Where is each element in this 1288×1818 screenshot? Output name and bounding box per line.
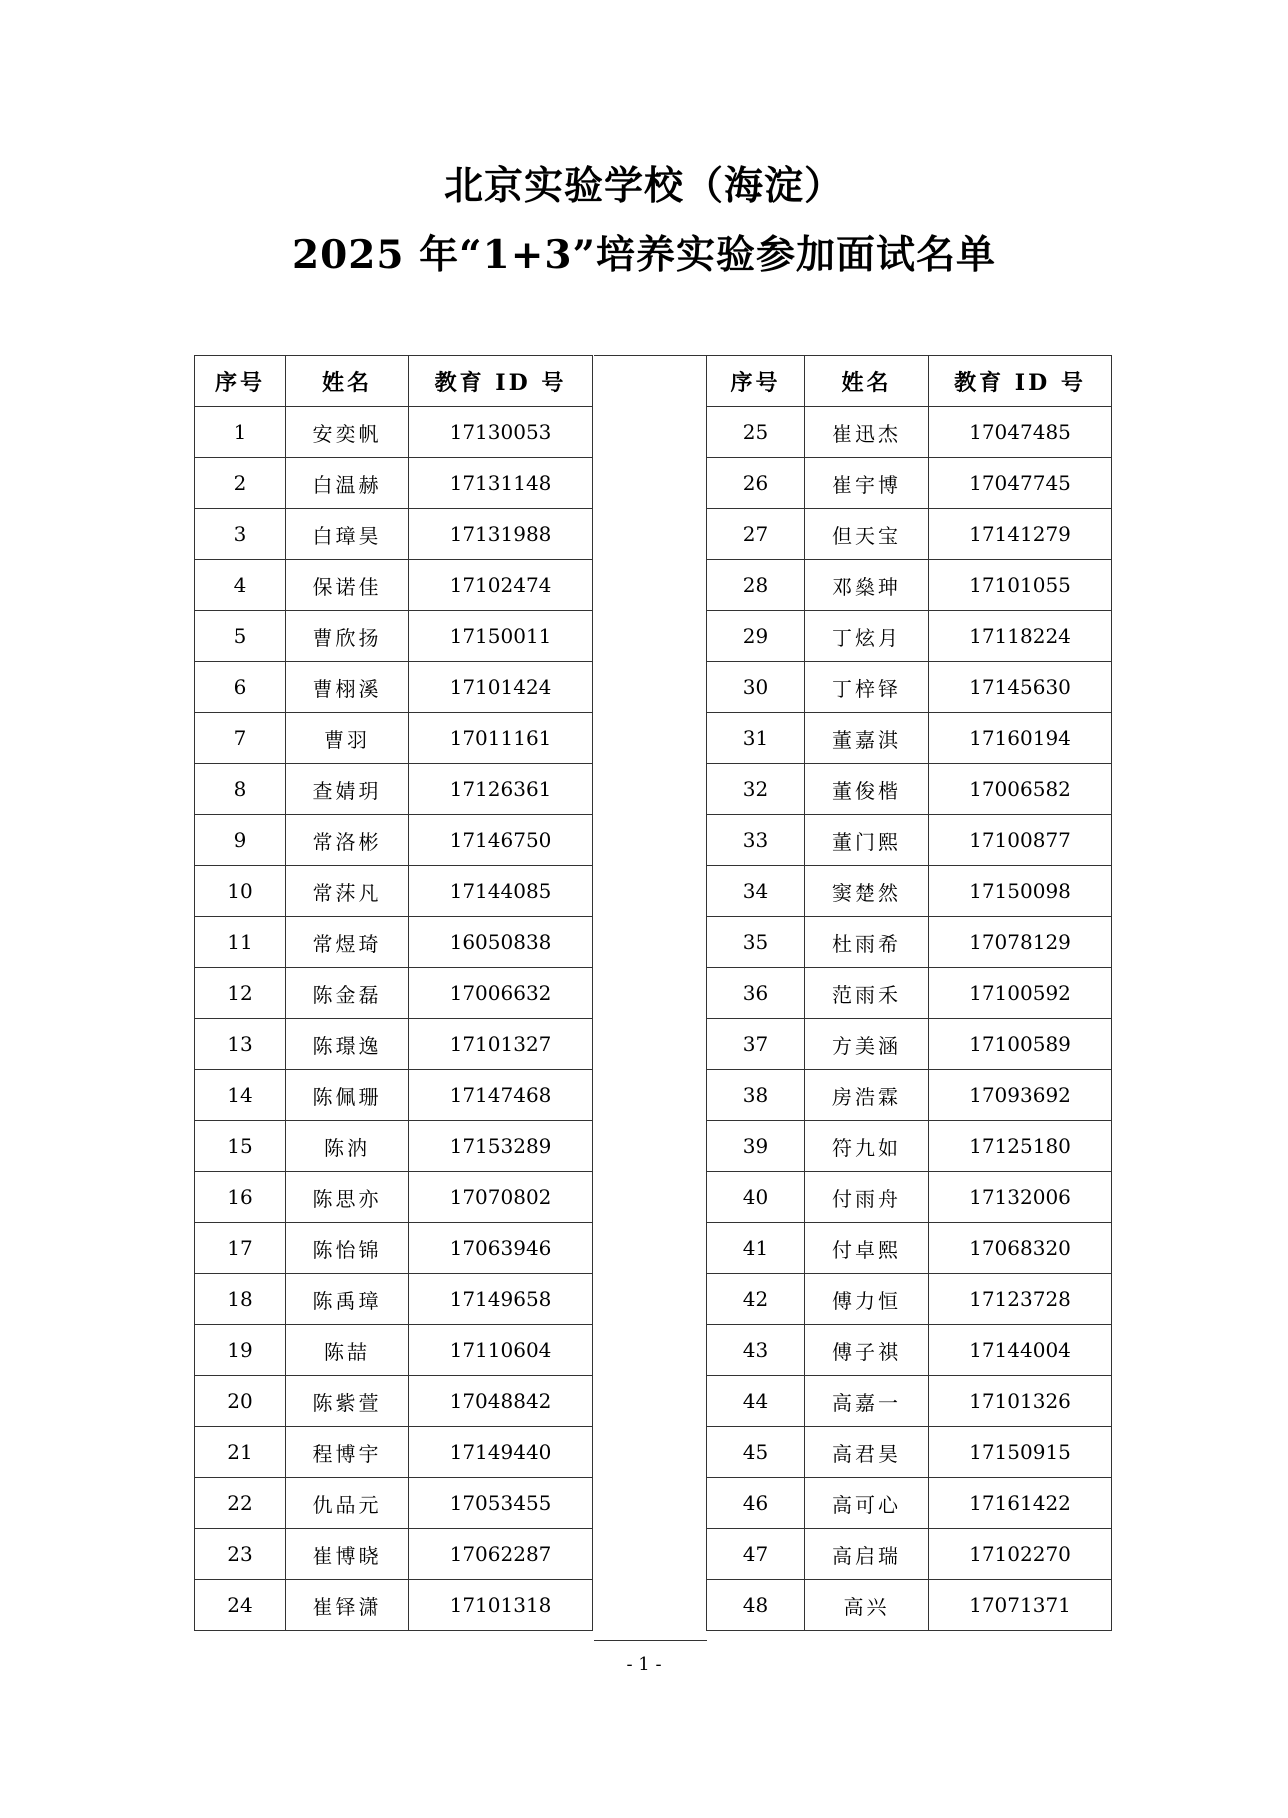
cell-edu-id: 17101318 bbox=[409, 1580, 593, 1631]
cell-edu-id: 17071371 bbox=[929, 1580, 1112, 1631]
cell-seq: 38 bbox=[707, 1070, 805, 1121]
cell-name: 白璋昊 bbox=[286, 509, 409, 560]
cell-seq: 35 bbox=[707, 917, 805, 968]
cell-edu-id: 16050838 bbox=[409, 917, 593, 968]
page-title-school: 北京实验学校（海淀） bbox=[443, 163, 844, 209]
table-row bbox=[707, 611, 1112, 662]
cell-name: 陈思亦 bbox=[286, 1172, 409, 1223]
cell-edu-id: 17101327 bbox=[409, 1019, 593, 1070]
cell-name: 曹羽 bbox=[286, 713, 409, 764]
column-header-edu-id: 教育 ID 号 bbox=[929, 356, 1112, 407]
cell-edu-id: 17102270 bbox=[929, 1529, 1112, 1580]
cell-edu-id: 17147468 bbox=[409, 1070, 593, 1121]
cell-name: 方美涵 bbox=[805, 1019, 929, 1070]
cell-name: 陈紫萱 bbox=[286, 1376, 409, 1427]
table-row bbox=[707, 917, 1112, 968]
cell-seq: 10 bbox=[195, 866, 286, 917]
table-row bbox=[195, 1070, 593, 1121]
cell-name: 常洛彬 bbox=[286, 815, 409, 866]
cell-seq: 5 bbox=[195, 611, 286, 662]
table-row bbox=[195, 968, 593, 1019]
cell-name: 邓燊珅 bbox=[805, 560, 929, 611]
table-row bbox=[707, 560, 1112, 611]
table-row bbox=[707, 1274, 1112, 1325]
cell-name: 丁炫月 bbox=[805, 611, 929, 662]
cell-seq: 16 bbox=[195, 1172, 286, 1223]
cell-name: 陈怡锦 bbox=[286, 1223, 409, 1274]
column-header-name: 姓名 bbox=[805, 356, 929, 407]
cell-name: 陈璟逸 bbox=[286, 1019, 409, 1070]
page-number: - 1 - bbox=[626, 1654, 662, 1675]
cell-name: 安奕帆 bbox=[286, 407, 409, 458]
cell-seq: 33 bbox=[707, 815, 805, 866]
cell-seq: 37 bbox=[707, 1019, 805, 1070]
table-row bbox=[707, 968, 1112, 1019]
cell-name: 杜雨希 bbox=[805, 917, 929, 968]
cell-edu-id: 17118224 bbox=[929, 611, 1112, 662]
table-row bbox=[195, 1121, 593, 1172]
table-row bbox=[707, 1325, 1112, 1376]
table-row bbox=[707, 1427, 1112, 1478]
table-header-row bbox=[195, 356, 593, 407]
cell-seq: 36 bbox=[707, 968, 805, 1019]
cell-seq: 12 bbox=[195, 968, 286, 1019]
cell-edu-id: 17063946 bbox=[409, 1223, 593, 1274]
table-row bbox=[707, 764, 1112, 815]
cell-seq: 6 bbox=[195, 662, 286, 713]
table-row bbox=[707, 713, 1112, 764]
cell-seq: 9 bbox=[195, 815, 286, 866]
column-header-seq: 序号 bbox=[707, 356, 805, 407]
cell-edu-id: 17149440 bbox=[409, 1427, 593, 1478]
table-row bbox=[707, 1121, 1112, 1172]
table-row bbox=[707, 1376, 1112, 1427]
cell-name: 崔宇博 bbox=[805, 458, 929, 509]
cell-edu-id: 17006582 bbox=[929, 764, 1112, 815]
cell-name: 傅子祺 bbox=[805, 1325, 929, 1376]
cell-name: 付卓熙 bbox=[805, 1223, 929, 1274]
cell-seq: 41 bbox=[707, 1223, 805, 1274]
cell-seq: 42 bbox=[707, 1274, 805, 1325]
table-row bbox=[707, 1019, 1112, 1070]
table-header-row bbox=[707, 356, 1112, 407]
cell-name: 崔迅杰 bbox=[805, 407, 929, 458]
cell-edu-id: 17150915 bbox=[929, 1427, 1112, 1478]
cell-edu-id: 17160194 bbox=[929, 713, 1112, 764]
cell-seq: 24 bbox=[195, 1580, 286, 1631]
cell-seq: 11 bbox=[195, 917, 286, 968]
table-row bbox=[195, 917, 593, 968]
cell-edu-id: 17144085 bbox=[409, 866, 593, 917]
cell-name: 傅力恒 bbox=[805, 1274, 929, 1325]
cell-edu-id: 17101424 bbox=[409, 662, 593, 713]
cell-edu-id: 17141279 bbox=[929, 509, 1112, 560]
cell-name: 陈喆 bbox=[286, 1325, 409, 1376]
table-row bbox=[195, 1580, 593, 1631]
cell-name: 丁梓铎 bbox=[805, 662, 929, 713]
table-row bbox=[195, 1223, 593, 1274]
cell-edu-id: 17101055 bbox=[929, 560, 1112, 611]
cell-seq: 8 bbox=[195, 764, 286, 815]
table-row bbox=[195, 560, 593, 611]
cell-name: 程博宇 bbox=[286, 1427, 409, 1478]
column-header-seq: 序号 bbox=[195, 356, 286, 407]
cell-edu-id: 17093692 bbox=[929, 1070, 1112, 1121]
cell-name: 付雨舟 bbox=[805, 1172, 929, 1223]
cell-seq: 4 bbox=[195, 560, 286, 611]
table-row bbox=[707, 1223, 1112, 1274]
cell-edu-id: 17153289 bbox=[409, 1121, 593, 1172]
table-row bbox=[707, 1580, 1112, 1631]
cell-name: 仇品元 bbox=[286, 1478, 409, 1529]
cell-seq: 40 bbox=[707, 1172, 805, 1223]
cell-name: 董俊楷 bbox=[805, 764, 929, 815]
table-row bbox=[195, 611, 593, 662]
cell-name: 高兴 bbox=[805, 1580, 929, 1631]
cell-seq: 28 bbox=[707, 560, 805, 611]
table-row bbox=[707, 1070, 1112, 1121]
table-row bbox=[195, 1019, 593, 1070]
cell-edu-id: 17132006 bbox=[929, 1172, 1112, 1223]
cell-name: 查婧玥 bbox=[286, 764, 409, 815]
cell-edu-id: 17150098 bbox=[929, 866, 1112, 917]
roster-table-left bbox=[194, 355, 593, 1631]
cell-edu-id: 17062287 bbox=[409, 1529, 593, 1580]
cell-seq: 20 bbox=[195, 1376, 286, 1427]
table-row bbox=[195, 1325, 593, 1376]
cell-seq: 1 bbox=[195, 407, 286, 458]
cell-edu-id: 17006632 bbox=[409, 968, 593, 1019]
table-row bbox=[195, 509, 593, 560]
cell-seq: 14 bbox=[195, 1070, 286, 1121]
cell-seq: 34 bbox=[707, 866, 805, 917]
column-header-name: 姓名 bbox=[286, 356, 409, 407]
cell-name: 高君昊 bbox=[805, 1427, 929, 1478]
cell-name: 崔铎潇 bbox=[286, 1580, 409, 1631]
cell-name: 保诺佳 bbox=[286, 560, 409, 611]
cell-edu-id: 17144004 bbox=[929, 1325, 1112, 1376]
table-row bbox=[195, 1274, 593, 1325]
table-row bbox=[195, 815, 593, 866]
cell-seq: 22 bbox=[195, 1478, 286, 1529]
cell-name: 高可心 bbox=[805, 1478, 929, 1529]
cell-edu-id: 17100589 bbox=[929, 1019, 1112, 1070]
cell-edu-id: 17101326 bbox=[929, 1376, 1112, 1427]
roster-body-left bbox=[195, 407, 593, 1631]
cell-name: 陈禹璋 bbox=[286, 1274, 409, 1325]
cell-seq: 39 bbox=[707, 1121, 805, 1172]
cell-name: 窦楚然 bbox=[805, 866, 929, 917]
table-row bbox=[195, 713, 593, 764]
cell-name: 陈佩珊 bbox=[286, 1070, 409, 1121]
cell-seq: 44 bbox=[707, 1376, 805, 1427]
cell-edu-id: 17110604 bbox=[409, 1325, 593, 1376]
cell-seq: 15 bbox=[195, 1121, 286, 1172]
cell-name: 白温赫 bbox=[286, 458, 409, 509]
table-row bbox=[707, 815, 1112, 866]
roster-body-right bbox=[707, 407, 1112, 1631]
cell-edu-id: 17131988 bbox=[409, 509, 593, 560]
table-row bbox=[195, 764, 593, 815]
table-row bbox=[195, 1376, 593, 1427]
table-row bbox=[195, 1427, 593, 1478]
cell-name: 符九如 bbox=[805, 1121, 929, 1172]
cell-seq: 47 bbox=[707, 1529, 805, 1580]
cell-seq: 13 bbox=[195, 1019, 286, 1070]
cell-seq: 19 bbox=[195, 1325, 286, 1376]
cell-edu-id: 17125180 bbox=[929, 1121, 1112, 1172]
table-row bbox=[707, 458, 1112, 509]
cell-edu-id: 17047745 bbox=[929, 458, 1112, 509]
table-row bbox=[707, 1529, 1112, 1580]
cell-seq: 31 bbox=[707, 713, 805, 764]
cell-name: 高启瑞 bbox=[805, 1529, 929, 1580]
cell-edu-id: 17146750 bbox=[409, 815, 593, 866]
cell-seq: 32 bbox=[707, 764, 805, 815]
cell-edu-id: 17068320 bbox=[929, 1223, 1112, 1274]
cell-edu-id: 17078129 bbox=[929, 917, 1112, 968]
table-row bbox=[707, 1478, 1112, 1529]
table-row bbox=[707, 662, 1112, 713]
cell-edu-id: 17149658 bbox=[409, 1274, 593, 1325]
cell-name: 陈汭 bbox=[286, 1121, 409, 1172]
cell-seq: 46 bbox=[707, 1478, 805, 1529]
cell-seq: 18 bbox=[195, 1274, 286, 1325]
roster-table-right bbox=[706, 355, 1112, 1631]
cell-edu-id: 17048842 bbox=[409, 1376, 593, 1427]
cell-edu-id: 17102474 bbox=[409, 560, 593, 611]
cell-name: 曹栩溪 bbox=[286, 662, 409, 713]
cell-seq: 7 bbox=[195, 713, 286, 764]
cell-seq: 43 bbox=[707, 1325, 805, 1376]
cell-seq: 3 bbox=[195, 509, 286, 560]
page-title-list: 2025 年“1+3”培养实验参加面试名单 bbox=[292, 232, 996, 278]
cell-name: 陈金磊 bbox=[286, 968, 409, 1019]
table-row bbox=[707, 866, 1112, 917]
cell-edu-id: 17131148 bbox=[409, 458, 593, 509]
table-row bbox=[195, 407, 593, 458]
cell-edu-id: 17161422 bbox=[929, 1478, 1112, 1529]
table-row bbox=[195, 662, 593, 713]
table-row bbox=[707, 1172, 1112, 1223]
cell-name: 房浩霖 bbox=[805, 1070, 929, 1121]
table-gutter bbox=[594, 355, 707, 1641]
cell-name: 常莯凡 bbox=[286, 866, 409, 917]
cell-edu-id: 17130053 bbox=[409, 407, 593, 458]
cell-name: 范雨禾 bbox=[805, 968, 929, 1019]
cell-edu-id: 17123728 bbox=[929, 1274, 1112, 1325]
cell-edu-id: 17126361 bbox=[409, 764, 593, 815]
cell-seq: 45 bbox=[707, 1427, 805, 1478]
column-header-edu-id: 教育 ID 号 bbox=[409, 356, 593, 407]
cell-seq: 30 bbox=[707, 662, 805, 713]
cell-edu-id: 17053455 bbox=[409, 1478, 593, 1529]
cell-edu-id: 17150011 bbox=[409, 611, 593, 662]
table-row bbox=[195, 1478, 593, 1529]
cell-edu-id: 17070802 bbox=[409, 1172, 593, 1223]
table-row bbox=[195, 1529, 593, 1580]
cell-name: 高嘉一 bbox=[805, 1376, 929, 1427]
table-row bbox=[195, 458, 593, 509]
cell-name: 崔博晓 bbox=[286, 1529, 409, 1580]
cell-seq: 25 bbox=[707, 407, 805, 458]
cell-name: 董门熙 bbox=[805, 815, 929, 866]
cell-edu-id: 17145630 bbox=[929, 662, 1112, 713]
table-row bbox=[195, 866, 593, 917]
table-row bbox=[707, 509, 1112, 560]
cell-seq: 2 bbox=[195, 458, 286, 509]
cell-edu-id: 17100592 bbox=[929, 968, 1112, 1019]
cell-seq: 21 bbox=[195, 1427, 286, 1478]
cell-seq: 23 bbox=[195, 1529, 286, 1580]
cell-edu-id: 17011161 bbox=[409, 713, 593, 764]
cell-seq: 48 bbox=[707, 1580, 805, 1631]
table-row bbox=[707, 407, 1112, 458]
cell-name: 曹欣扬 bbox=[286, 611, 409, 662]
cell-name: 但天宝 bbox=[805, 509, 929, 560]
cell-edu-id: 17047485 bbox=[929, 407, 1112, 458]
cell-seq: 17 bbox=[195, 1223, 286, 1274]
cell-name: 董嘉淇 bbox=[805, 713, 929, 764]
table-row bbox=[195, 1172, 593, 1223]
cell-seq: 29 bbox=[707, 611, 805, 662]
cell-edu-id: 17100877 bbox=[929, 815, 1112, 866]
cell-seq: 27 bbox=[707, 509, 805, 560]
cell-name: 常煜琦 bbox=[286, 917, 409, 968]
cell-seq: 26 bbox=[707, 458, 805, 509]
